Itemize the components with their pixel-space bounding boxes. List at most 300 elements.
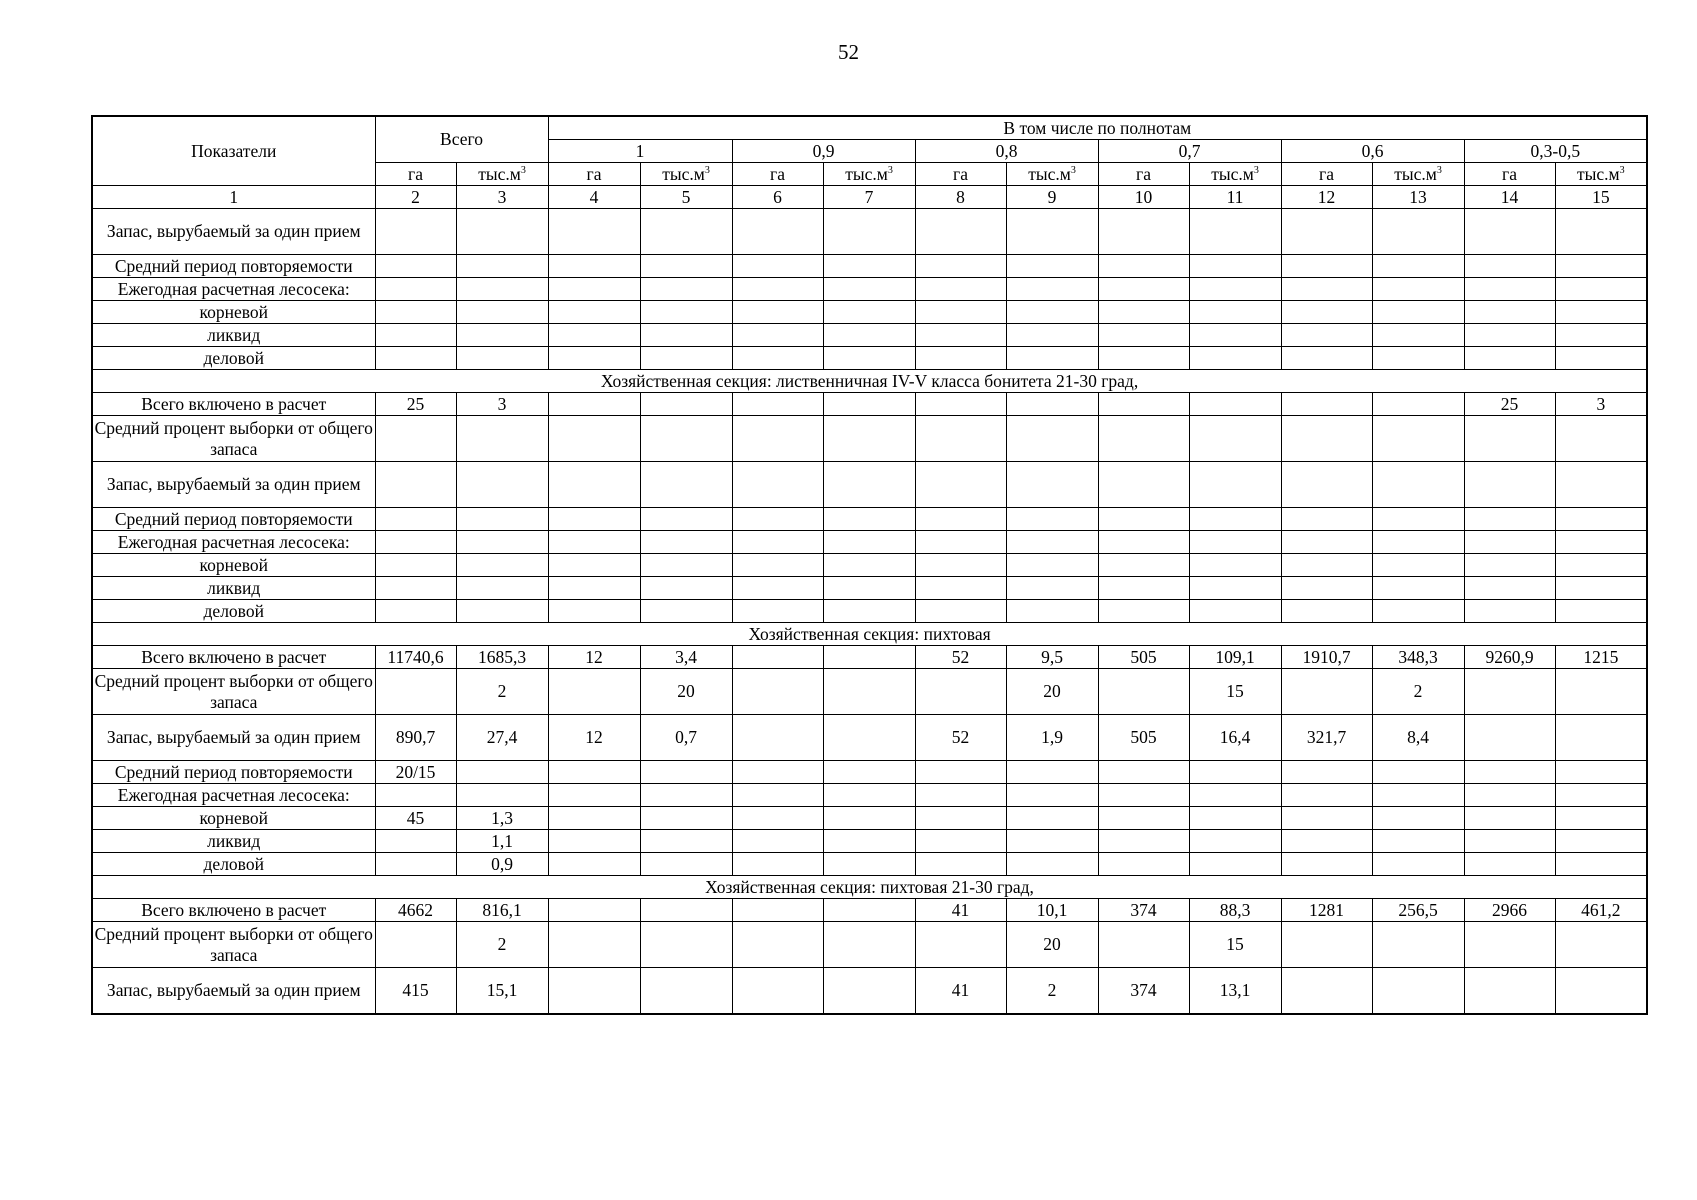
table-cell xyxy=(640,416,732,462)
table-cell xyxy=(1555,922,1647,968)
table-cell xyxy=(1189,209,1281,255)
table-cell xyxy=(915,209,1006,255)
table-cell xyxy=(375,347,456,370)
table-cell xyxy=(1098,531,1189,554)
table-cell xyxy=(915,853,1006,876)
table-cell xyxy=(1281,209,1372,255)
table-cell xyxy=(548,600,640,623)
column-number: 4 xyxy=(548,186,640,209)
table-row xyxy=(92,462,1647,508)
table-row xyxy=(92,830,1647,853)
row-label: деловой xyxy=(92,347,375,370)
table-cell xyxy=(1464,968,1555,1015)
table-cell xyxy=(823,508,915,531)
unit-volume-text: тыс.м xyxy=(662,163,705,184)
table-cell xyxy=(375,255,456,278)
table-cell xyxy=(732,600,823,623)
table-cell xyxy=(1555,577,1647,600)
table-cell xyxy=(640,853,732,876)
unit-ha: га xyxy=(548,163,640,186)
table-cell: 3,4 xyxy=(640,646,732,669)
row-label: Средний процент выборки от общего запаса xyxy=(92,922,375,968)
table-cell xyxy=(915,416,1006,462)
table-cell xyxy=(1189,416,1281,462)
table-cell xyxy=(915,554,1006,577)
unit-ha: га xyxy=(1281,163,1372,186)
table-row xyxy=(92,301,1647,324)
table-cell: 3 xyxy=(1555,393,1647,416)
table-cell xyxy=(732,807,823,830)
table-cell: 4662 xyxy=(375,899,456,922)
table-cell xyxy=(1372,278,1464,301)
table-cell xyxy=(548,554,640,577)
table-cell: 109,1 xyxy=(1189,646,1281,669)
column-number: 7 xyxy=(823,186,915,209)
table-cell xyxy=(915,669,1006,715)
unit-volume-text: тыс.м xyxy=(1028,163,1071,184)
table-cell xyxy=(823,462,915,508)
table-cell xyxy=(1372,416,1464,462)
table-cell xyxy=(375,324,456,347)
table-cell xyxy=(732,347,823,370)
table-cell xyxy=(1189,853,1281,876)
row-label: Запас, вырубаемый за один прием xyxy=(92,715,375,761)
table-cell xyxy=(1281,669,1372,715)
table-cell xyxy=(456,508,548,531)
table-cell xyxy=(548,577,640,600)
table-cell xyxy=(732,324,823,347)
table-cell xyxy=(1555,853,1647,876)
header-total: Всего xyxy=(375,116,548,163)
table-cell xyxy=(1464,807,1555,830)
table-cell xyxy=(375,853,456,876)
table-cell xyxy=(375,531,456,554)
table-cell xyxy=(1281,554,1372,577)
table-row xyxy=(92,968,1647,1015)
column-number: 15 xyxy=(1555,186,1647,209)
table-cell xyxy=(823,255,915,278)
table-cell: 2 xyxy=(456,922,548,968)
table-cell xyxy=(1464,508,1555,531)
table-cell xyxy=(1555,324,1647,347)
table-cell xyxy=(1555,209,1647,255)
table-cell xyxy=(1189,462,1281,508)
table-cell: 15,1 xyxy=(456,968,548,1015)
table-cell xyxy=(456,324,548,347)
table-cell xyxy=(732,416,823,462)
column-number: 13 xyxy=(1372,186,1464,209)
unit-volume xyxy=(456,163,548,186)
table-cell xyxy=(456,301,548,324)
table-cell xyxy=(456,531,548,554)
table-cell xyxy=(732,853,823,876)
table-cell xyxy=(1098,209,1189,255)
table-cell xyxy=(1189,807,1281,830)
unit-volume-text: тыс.м xyxy=(845,163,888,184)
table-cell xyxy=(456,462,548,508)
table-cell xyxy=(1098,393,1189,416)
table-cell xyxy=(640,301,732,324)
table-row xyxy=(92,807,1647,830)
table-cell xyxy=(1189,577,1281,600)
header-indicators: Показатели xyxy=(92,116,375,186)
table-cell: 374 xyxy=(1098,899,1189,922)
table-cell xyxy=(1098,508,1189,531)
table-cell: 1281 xyxy=(1281,899,1372,922)
table-row xyxy=(92,646,1647,669)
column-number: 3 xyxy=(456,186,548,209)
table-cell xyxy=(1281,807,1372,830)
table-cell xyxy=(375,462,456,508)
table-cell xyxy=(548,968,640,1015)
table-cell: 41 xyxy=(915,968,1006,1015)
column-number: 6 xyxy=(732,186,823,209)
table-cell xyxy=(1098,922,1189,968)
table-cell xyxy=(823,669,915,715)
table-cell xyxy=(548,347,640,370)
unit-ha: га xyxy=(1464,163,1555,186)
table-cell xyxy=(1281,784,1372,807)
row-label: Средний период повторяемости xyxy=(92,508,375,531)
table-cell xyxy=(1098,462,1189,508)
table-cell xyxy=(915,255,1006,278)
table-cell xyxy=(915,462,1006,508)
table-cell xyxy=(732,669,823,715)
table-cell xyxy=(1555,600,1647,623)
table-cell xyxy=(823,761,915,784)
table-cell xyxy=(1006,554,1098,577)
table-cell xyxy=(1281,255,1372,278)
table-cell xyxy=(823,922,915,968)
table-cell xyxy=(1189,531,1281,554)
table-cell xyxy=(915,278,1006,301)
table-cell xyxy=(1464,715,1555,761)
table-row xyxy=(92,209,1647,255)
table-cell: 816,1 xyxy=(456,899,548,922)
table-cell xyxy=(548,508,640,531)
table-row xyxy=(92,715,1647,761)
table-cell: 415 xyxy=(375,968,456,1015)
table-cell: 88,3 xyxy=(1189,899,1281,922)
table-cell xyxy=(1098,347,1189,370)
table-cell xyxy=(1189,830,1281,853)
table-cell xyxy=(915,301,1006,324)
table-cell xyxy=(640,761,732,784)
table-cell xyxy=(640,600,732,623)
row-label: Запас, вырубаемый за один прием xyxy=(92,968,375,1015)
table-cell xyxy=(1098,830,1189,853)
table-cell xyxy=(375,830,456,853)
table-cell xyxy=(375,508,456,531)
table-cell xyxy=(823,899,915,922)
table-cell xyxy=(1098,853,1189,876)
table-cell xyxy=(732,830,823,853)
table-cell xyxy=(1372,531,1464,554)
table-cell xyxy=(823,853,915,876)
table-cell: 461,2 xyxy=(1555,899,1647,922)
table-cell xyxy=(1006,830,1098,853)
table-cell: 256,5 xyxy=(1372,899,1464,922)
table-cell xyxy=(1281,278,1372,301)
unit-volume-superscript: 3 xyxy=(1253,164,1259,176)
table-cell xyxy=(823,531,915,554)
row-label: Ежегодная расчетная лесосека: xyxy=(92,278,375,301)
table-row xyxy=(92,784,1647,807)
table-cell xyxy=(1555,715,1647,761)
column-number: 9 xyxy=(1006,186,1098,209)
table-cell: 8,4 xyxy=(1372,715,1464,761)
table-cell xyxy=(548,462,640,508)
table-cell: 321,7 xyxy=(1281,715,1372,761)
column-number: 8 xyxy=(915,186,1006,209)
table-cell: 2 xyxy=(1372,669,1464,715)
table-cell: 1910,7 xyxy=(1281,646,1372,669)
table-row xyxy=(92,669,1647,715)
table-cell xyxy=(823,968,915,1015)
table-cell xyxy=(732,255,823,278)
column-number: 12 xyxy=(1281,186,1372,209)
table-cell xyxy=(456,761,548,784)
table-cell xyxy=(456,255,548,278)
table-cell xyxy=(640,278,732,301)
table-cell xyxy=(456,416,548,462)
row-label: Средний процент выборки от общего запаса xyxy=(92,416,375,462)
row-label: Ежегодная расчетная лесосека: xyxy=(92,784,375,807)
forest-cut-table xyxy=(91,115,1648,1015)
density-header: 0,7 xyxy=(1098,140,1281,163)
table-cell xyxy=(1006,577,1098,600)
row-label: корневой xyxy=(92,807,375,830)
table-cell xyxy=(915,922,1006,968)
row-label: Запас, вырубаемый за один прием xyxy=(92,209,375,255)
table-cell xyxy=(1006,761,1098,784)
table-cell xyxy=(1281,531,1372,554)
table-cell xyxy=(1555,255,1647,278)
table-cell xyxy=(732,531,823,554)
unit-volume xyxy=(640,163,732,186)
table-cell xyxy=(823,393,915,416)
table-cell xyxy=(1006,416,1098,462)
section-row xyxy=(92,623,1647,646)
table-cell xyxy=(1098,784,1189,807)
unit-volume-superscript: 3 xyxy=(704,164,710,176)
table-cell: 41 xyxy=(915,899,1006,922)
table-cell xyxy=(1555,301,1647,324)
section-row xyxy=(92,370,1647,393)
table-cell xyxy=(1464,830,1555,853)
header-including: В том числе по полнотам xyxy=(548,116,1647,140)
unit-volume-superscript: 3 xyxy=(1070,164,1076,176)
table-cell xyxy=(640,209,732,255)
table-cell xyxy=(915,393,1006,416)
table-cell xyxy=(1372,577,1464,600)
table-cell xyxy=(1464,209,1555,255)
table-cell xyxy=(548,669,640,715)
table-cell: 374 xyxy=(1098,968,1189,1015)
table-cell: 20/15 xyxy=(375,761,456,784)
table-cell xyxy=(1555,784,1647,807)
table-cell xyxy=(732,646,823,669)
column-number: 11 xyxy=(1189,186,1281,209)
table-cell xyxy=(823,600,915,623)
table-cell xyxy=(1464,761,1555,784)
table-cell xyxy=(375,554,456,577)
table-cell xyxy=(456,554,548,577)
table-cell: 52 xyxy=(915,715,1006,761)
table-cell xyxy=(1006,600,1098,623)
table-cell xyxy=(640,255,732,278)
table-cell: 1685,3 xyxy=(456,646,548,669)
table-cell xyxy=(548,784,640,807)
density-header: 0,3-0,5 xyxy=(1464,140,1647,163)
table-cell xyxy=(640,922,732,968)
table-cell xyxy=(548,922,640,968)
table-cell xyxy=(823,554,915,577)
table-cell xyxy=(1555,968,1647,1015)
table-cell xyxy=(732,301,823,324)
table-cell xyxy=(823,830,915,853)
table-cell: 11740,6 xyxy=(375,646,456,669)
table-cell xyxy=(1372,807,1464,830)
table-cell xyxy=(1464,922,1555,968)
unit-ha: га xyxy=(732,163,823,186)
table-cell xyxy=(375,416,456,462)
table-cell: 12 xyxy=(548,715,640,761)
unit-volume-superscript: 3 xyxy=(520,164,526,176)
table-cell xyxy=(1464,347,1555,370)
table-cell xyxy=(1189,255,1281,278)
table-cell xyxy=(1464,301,1555,324)
row-label: Всего включено в расчет xyxy=(92,393,375,416)
table-cell xyxy=(548,853,640,876)
table-cell xyxy=(1555,554,1647,577)
table-cell xyxy=(1281,347,1372,370)
table-cell: 505 xyxy=(1098,646,1189,669)
table-cell xyxy=(915,324,1006,347)
table-cell xyxy=(1281,508,1372,531)
table-cell xyxy=(1464,784,1555,807)
row-label: Ежегодная расчетная лесосека: xyxy=(92,531,375,554)
unit-volume xyxy=(1372,163,1464,186)
table-cell xyxy=(1098,577,1189,600)
table-cell xyxy=(1098,416,1189,462)
table-row xyxy=(92,278,1647,301)
table-cell xyxy=(548,416,640,462)
table-cell xyxy=(1281,922,1372,968)
table-cell xyxy=(1189,600,1281,623)
column-number-row xyxy=(92,186,1647,209)
table-cell xyxy=(375,922,456,968)
table-cell: 25 xyxy=(375,393,456,416)
table-cell xyxy=(1098,554,1189,577)
density-header: 0,8 xyxy=(915,140,1098,163)
table-cell xyxy=(823,301,915,324)
table-cell xyxy=(1281,600,1372,623)
unit-volume xyxy=(1189,163,1281,186)
table-cell xyxy=(375,784,456,807)
density-header: 0,6 xyxy=(1281,140,1464,163)
column-number: 10 xyxy=(1098,186,1189,209)
table-cell xyxy=(1555,416,1647,462)
table-cell xyxy=(548,301,640,324)
unit-volume xyxy=(1006,163,1098,186)
table-cell xyxy=(1372,347,1464,370)
table-cell: 1,9 xyxy=(1006,715,1098,761)
table-cell xyxy=(823,784,915,807)
table-cell xyxy=(1281,761,1372,784)
table-cell xyxy=(1372,393,1464,416)
section-title: Хозяйственная секция: лиственничная IV-V класса бонитета 21-30 град, xyxy=(92,370,1647,393)
table-cell: 13,1 xyxy=(1189,968,1281,1015)
density-header: 1 xyxy=(548,140,732,163)
unit-volume-superscript: 3 xyxy=(1619,164,1625,176)
row-label: деловой xyxy=(92,600,375,623)
table-cell xyxy=(1464,462,1555,508)
table-cell xyxy=(1555,807,1647,830)
table-cell xyxy=(1006,784,1098,807)
table-row xyxy=(92,324,1647,347)
unit-ha: га xyxy=(375,163,456,186)
table-cell xyxy=(823,347,915,370)
table-cell xyxy=(1372,853,1464,876)
table-cell xyxy=(1098,301,1189,324)
row-label: ликвид xyxy=(92,830,375,853)
table-cell xyxy=(823,416,915,462)
table-cell xyxy=(1372,462,1464,508)
unit-volume-text: тыс.м xyxy=(1577,163,1620,184)
table-cell xyxy=(1464,531,1555,554)
table-cell xyxy=(456,577,548,600)
unit-volume-superscript: 3 xyxy=(1436,164,1442,176)
table-cell xyxy=(1281,462,1372,508)
section-row xyxy=(92,876,1647,899)
page-number: 52 xyxy=(838,40,859,64)
table-cell xyxy=(823,807,915,830)
table-cell xyxy=(1189,508,1281,531)
row-label: корневой xyxy=(92,554,375,577)
table-cell xyxy=(823,715,915,761)
row-label: деловой xyxy=(92,853,375,876)
column-number: 2 xyxy=(375,186,456,209)
table-cell xyxy=(1189,393,1281,416)
table-cell xyxy=(915,600,1006,623)
row-label: ликвид xyxy=(92,577,375,600)
table-cell xyxy=(1372,761,1464,784)
unit-volume-text: тыс.м xyxy=(1394,163,1437,184)
table-cell xyxy=(732,462,823,508)
table-cell xyxy=(548,324,640,347)
row-label: Всего включено в расчет xyxy=(92,899,375,922)
table-cell xyxy=(1464,600,1555,623)
table-row xyxy=(92,393,1647,416)
table-cell: 15 xyxy=(1189,669,1281,715)
column-number: 5 xyxy=(640,186,732,209)
table-cell: 3 xyxy=(456,393,548,416)
table-row xyxy=(92,761,1647,784)
table-cell: 16,4 xyxy=(1189,715,1281,761)
table-cell xyxy=(1555,830,1647,853)
table-row xyxy=(92,600,1647,623)
table-cell xyxy=(1464,669,1555,715)
table-cell xyxy=(1098,600,1189,623)
table-cell: 1215 xyxy=(1555,646,1647,669)
table-cell: 20 xyxy=(1006,922,1098,968)
table-cell: 9260,9 xyxy=(1464,646,1555,669)
table-cell xyxy=(1006,531,1098,554)
table-cell xyxy=(548,761,640,784)
row-label: корневой xyxy=(92,301,375,324)
table-cell: 45 xyxy=(375,807,456,830)
